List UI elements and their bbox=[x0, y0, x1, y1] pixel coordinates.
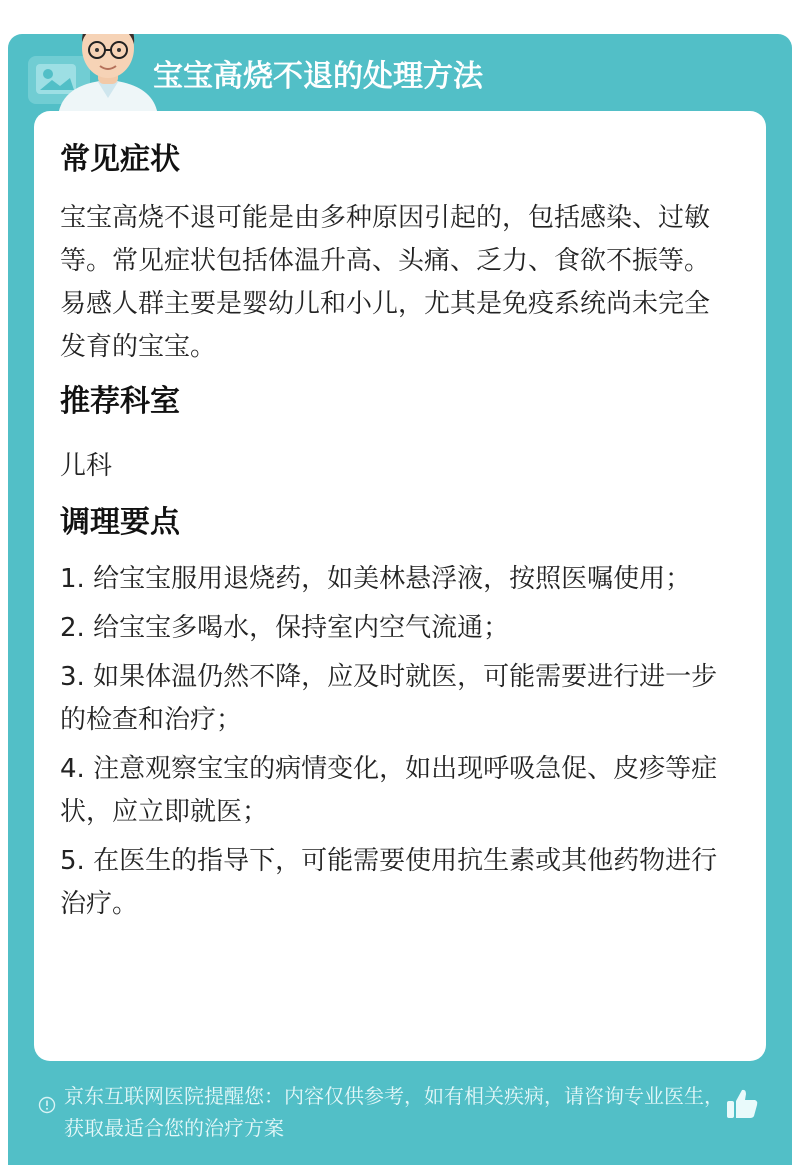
care-list bbox=[60, 558, 730, 926]
symptoms-text: 宝宝高烧不退可能是由多种原因引起的，包括感染、过敏等。常见症状包括体温升高、头痛、乏力、食欲不振等。易感人群主要是婴幼儿和小儿，尤其是免疫系统尚未完全发育的宝宝。 bbox=[60, 203, 711, 362]
disclaimer-text: 京东互联网医院提醒您：内容仅供参考，如有相关疾病，请咨询专业医生，获取最适合您的治疗方案 bbox=[64, 1084, 724, 1140]
content-panel bbox=[34, 111, 766, 1061]
info-icon bbox=[38, 1096, 56, 1114]
thumbs-up-icon[interactable] bbox=[724, 1086, 760, 1122]
care-item: 5. 在医生的指导下，可能需要使用抗生素或其他药物进行治疗。 bbox=[60, 846, 718, 919]
care-item: 4. 注意观察宝宝的病情变化，如出现呼吸急促、皮疹等症状，应立即就医； bbox=[60, 754, 718, 827]
symptoms-heading: 常见症状 bbox=[60, 142, 180, 177]
department-heading: 推荐科室 bbox=[60, 384, 180, 419]
care-item: 1. 给宝宝服用退烧药，如美林悬浮液，按照医嘱使用； bbox=[60, 564, 692, 594]
page-title: 宝宝高烧不退的处理方法 bbox=[153, 59, 483, 94]
care-item: 2. 给宝宝多喝水，保持室内空气流通； bbox=[60, 613, 510, 643]
department-value: 儿科 bbox=[60, 451, 113, 481]
care-item: 3. 如果体温仍然不降，应及时就医，可能需要进行进一步的检查和治疗； bbox=[60, 662, 718, 735]
doctor-avatar bbox=[48, 34, 168, 116]
article-card bbox=[8, 34, 792, 1165]
care-heading: 调理要点 bbox=[60, 505, 180, 540]
content-body bbox=[60, 139, 730, 932]
